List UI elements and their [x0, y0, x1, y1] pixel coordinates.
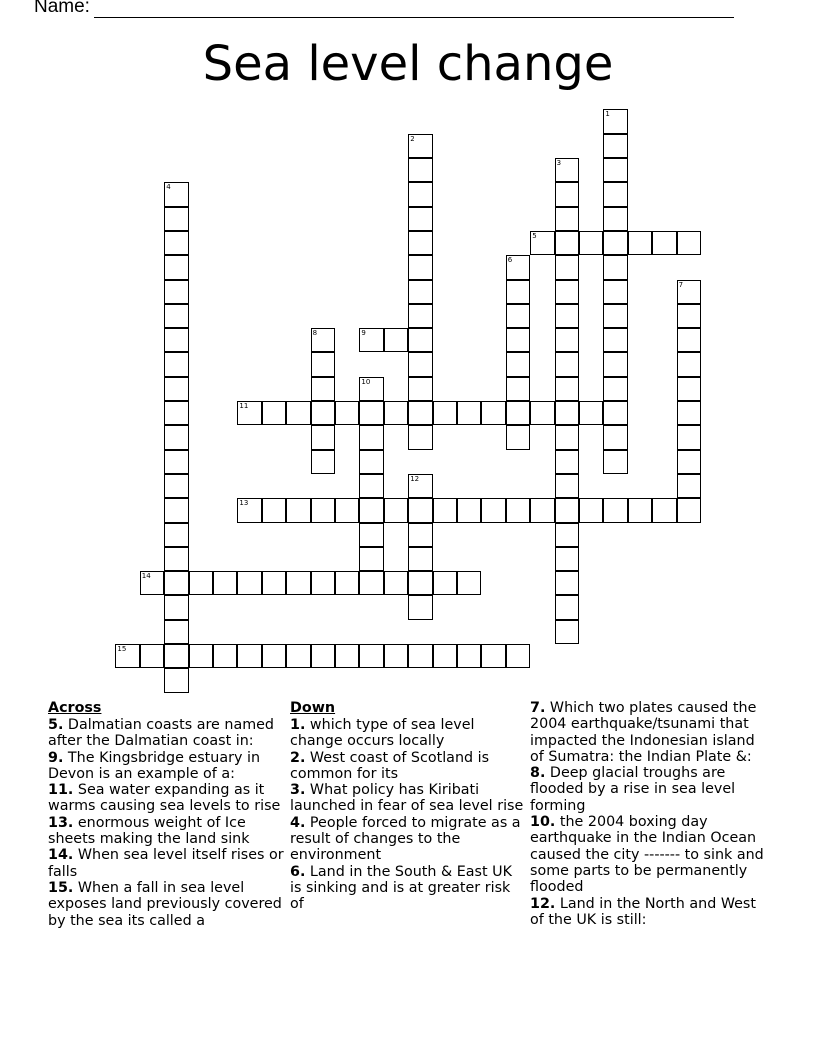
grid-cell[interactable] [555, 523, 579, 547]
grid-cell[interactable] [433, 401, 457, 425]
grid-cell[interactable] [677, 425, 701, 449]
clue-number: 8. [530, 765, 546, 782]
clue-item [290, 864, 526, 913]
down-clues-continued [530, 700, 770, 928]
clue-number: 12 [410, 474, 420, 483]
clue-number: 9. [48, 749, 64, 766]
clue-item [530, 700, 770, 765]
grid-cell[interactable] [164, 280, 188, 304]
grid-cell[interactable] [335, 644, 359, 668]
grid-cell[interactable] [164, 498, 188, 522]
clue-item [48, 717, 286, 750]
grid-cell[interactable] [603, 328, 627, 352]
clue-number: 13. [48, 814, 74, 831]
grid-cell[interactable] [213, 571, 237, 595]
down-clues [290, 700, 526, 913]
clue-number: 4. [290, 814, 306, 831]
clue-item [530, 765, 770, 814]
down-heading: Down [290, 700, 336, 716]
clue-number: 14. [48, 847, 74, 864]
grid-cell[interactable] [164, 182, 188, 206]
grid-cell[interactable] [652, 231, 676, 255]
grid-cell[interactable] [603, 109, 627, 133]
grid-cell[interactable] [677, 352, 701, 376]
grid-cell[interactable] [408, 207, 432, 231]
clue-number: 6 [507, 256, 513, 265]
grid-cell[interactable] [555, 182, 579, 206]
clue-number: 1 [605, 110, 610, 119]
grid-cell[interactable] [481, 498, 505, 522]
clue-number: 12. [530, 895, 556, 912]
grid-cell[interactable] [189, 644, 213, 668]
grid-cell[interactable] [555, 231, 579, 255]
grid-cell[interactable] [555, 328, 579, 352]
grid-cell[interactable] [408, 134, 432, 158]
grid-cell[interactable] [311, 377, 335, 401]
grid-cell[interactable] [359, 547, 383, 571]
grid-cell[interactable] [555, 547, 579, 571]
grid-cell[interactable] [555, 498, 579, 522]
grid-cell[interactable] [433, 571, 457, 595]
name-field[interactable] [34, 0, 734, 18]
grid-cell[interactable] [286, 644, 310, 668]
grid-cell[interactable] [603, 425, 627, 449]
grid-cell[interactable] [506, 304, 530, 328]
grid-cell[interactable] [506, 498, 530, 522]
grid-cell[interactable] [262, 644, 286, 668]
grid-cell[interactable] [164, 450, 188, 474]
grid-cell[interactable] [164, 595, 188, 619]
grid-cell[interactable] [164, 547, 188, 571]
grid-cell[interactable] [311, 352, 335, 376]
grid-cell[interactable] [384, 498, 408, 522]
grid-cell[interactable] [408, 280, 432, 304]
grid-cell[interactable] [164, 377, 188, 401]
clue-number: 14 [141, 572, 151, 581]
clue-item [290, 815, 526, 864]
grid-cell[interactable] [408, 377, 432, 401]
clue-number: 13 [239, 499, 249, 508]
clue-item [48, 750, 286, 783]
grid-cell[interactable] [481, 644, 505, 668]
grid-cell[interactable] [481, 401, 505, 425]
clue-item [290, 750, 526, 783]
clue-number: 6. [290, 863, 306, 880]
grid-cell[interactable] [359, 498, 383, 522]
clue-number: 4 [166, 183, 171, 192]
clue-item [48, 815, 286, 848]
grid-cell[interactable] [164, 620, 188, 644]
grid-cell[interactable] [408, 644, 432, 668]
grid-cell[interactable] [433, 498, 457, 522]
clue-number: 10. [530, 814, 556, 831]
grid-cell[interactable] [603, 450, 627, 474]
grid-cell[interactable] [457, 401, 481, 425]
grid-cell[interactable] [115, 644, 139, 668]
clue-item [530, 896, 770, 929]
grid-cell[interactable] [359, 425, 383, 449]
clue-item [290, 717, 526, 750]
grid-cell[interactable] [164, 644, 188, 668]
grid-cell[interactable] [530, 401, 554, 425]
across-heading: Across [48, 700, 102, 716]
grid-cell[interactable] [603, 280, 627, 304]
across-clues [48, 700, 286, 929]
grid-cell[interactable] [603, 207, 627, 231]
grid-cell[interactable] [164, 425, 188, 449]
clue-text: West coast of Scotland is common for its [290, 749, 490, 782]
grid-cell[interactable] [506, 352, 530, 376]
clue-text: Land in the North and West of the UK is still: [530, 895, 756, 928]
grid-cell[interactable] [408, 158, 432, 182]
clue-number: 10 [361, 377, 371, 386]
grid-cell[interactable] [603, 352, 627, 376]
clue-number: 3 [556, 159, 562, 167]
clue-item [48, 847, 286, 880]
clue-number: 2. [290, 749, 306, 766]
grid-cell[interactable] [164, 523, 188, 547]
clue-text: Land in the South & East UK is sinking and is at greater risk of [290, 863, 512, 913]
grid-cell[interactable] [603, 304, 627, 328]
grid-cell[interactable] [359, 377, 383, 401]
clue-number: 5 [532, 231, 537, 240]
grid-cell[interactable] [311, 644, 335, 668]
grid-cell[interactable] [311, 328, 335, 352]
grid-cell[interactable] [555, 595, 579, 619]
grid-cell[interactable] [603, 255, 627, 279]
clue-number: 9 [361, 329, 366, 338]
grid-cell[interactable] [555, 450, 579, 474]
clue-item [48, 782, 286, 815]
grid-cell[interactable] [579, 231, 603, 255]
grid-cell[interactable] [677, 401, 701, 425]
grid-cell[interactable] [555, 158, 579, 182]
grid-cell[interactable] [603, 498, 627, 522]
grid-cell[interactable] [140, 571, 164, 595]
grid-cell[interactable] [311, 450, 335, 474]
grid-cell[interactable] [359, 450, 383, 474]
grid-cell[interactable] [384, 328, 408, 352]
clue-number: 3. [290, 782, 306, 799]
grid-cell[interactable] [555, 571, 579, 595]
grid-cell[interactable] [408, 401, 432, 425]
grid-cell[interactable] [555, 401, 579, 425]
grid-cell[interactable] [359, 644, 383, 668]
grid-cell[interactable] [408, 547, 432, 571]
grid-cell[interactable] [359, 571, 383, 595]
page-title: Sea level change [202, 36, 614, 92]
grid-cell[interactable] [213, 644, 237, 668]
grid-cell[interactable] [164, 474, 188, 498]
grid-cell[interactable] [237, 401, 261, 425]
grid-cell[interactable] [603, 231, 627, 255]
grid-cell[interactable] [628, 231, 652, 255]
grid-cell[interactable] [555, 474, 579, 498]
clue-text: enormous weight of Ice sheets making the land sink [48, 814, 250, 848]
grid-cell[interactable] [555, 620, 579, 644]
grid-cell[interactable] [408, 182, 432, 206]
grid-cell[interactable] [164, 304, 188, 328]
grid-cell[interactable] [262, 571, 286, 595]
clue-text: When a fall in sea level exposes land previously covered by the sea its called a [48, 879, 282, 929]
grid-cell[interactable] [262, 498, 286, 522]
grid-cell[interactable] [506, 280, 530, 304]
grid-cell[interactable] [164, 571, 188, 595]
grid-cell[interactable] [408, 255, 432, 279]
grid-cell[interactable] [359, 328, 383, 352]
grid-cell[interactable] [237, 571, 261, 595]
grid-cell[interactable] [603, 182, 627, 206]
grid-cell[interactable] [335, 571, 359, 595]
grid-cell[interactable] [555, 352, 579, 376]
grid-cell[interactable] [506, 328, 530, 352]
clue-number: 5. [48, 717, 64, 733]
clue-item [48, 880, 286, 929]
grid-cell[interactable] [262, 401, 286, 425]
grid-cell[interactable] [677, 231, 701, 255]
clue-number: 7. [530, 700, 546, 716]
grid-cell[interactable] [408, 595, 432, 619]
grid-cell[interactable] [311, 498, 335, 522]
clue-text: the 2004 boxing day earthquake in the Indian Ocean caused the city ------- to sink and some parts to be permanently flooded [530, 814, 764, 896]
grid-cell[interactable] [603, 158, 627, 182]
grid-cell[interactable] [677, 498, 701, 522]
grid-cell[interactable] [408, 498, 432, 522]
clue-text: People forced to migrate as a result of changes to the environment [290, 814, 521, 864]
clue-number: 2 [410, 134, 415, 143]
grid-cell[interactable] [579, 498, 603, 522]
grid-cell[interactable] [677, 328, 701, 352]
clue-number: 8 [312, 329, 318, 338]
grid-cell[interactable] [237, 498, 261, 522]
grid-cell[interactable] [408, 474, 432, 498]
grid-cell[interactable] [555, 207, 579, 231]
grid-cell[interactable] [555, 377, 579, 401]
clue-text: Dalmatian coasts are named after the Dalmatian coast in: [48, 717, 275, 750]
grid-cell[interactable] [555, 255, 579, 279]
clue-number: 15. [48, 879, 74, 896]
grid-cell[interactable] [457, 644, 481, 668]
grid-cell[interactable] [384, 401, 408, 425]
grid-cell[interactable] [628, 498, 652, 522]
clue-text: Deep glacial troughs are flooded by a rise in sea level forming [530, 765, 736, 814]
grid-cell[interactable] [506, 401, 530, 425]
grid-cell[interactable] [652, 498, 676, 522]
name-label: Name: [34, 0, 90, 17]
grid-cell[interactable] [506, 644, 530, 668]
grid-cell[interactable] [164, 207, 188, 231]
grid-cell[interactable] [506, 255, 530, 279]
grid-cell[interactable] [408, 304, 432, 328]
clue-text: When sea level itself rises or falls [48, 847, 284, 880]
grid-cell[interactable] [164, 352, 188, 376]
clue-number: 1. [290, 717, 306, 733]
grid-cell[interactable] [286, 498, 310, 522]
grid-cell[interactable] [335, 498, 359, 522]
grid-cell[interactable] [677, 377, 701, 401]
clue-item [530, 814, 770, 895]
grid-cell[interactable] [408, 231, 432, 255]
grid-cell[interactable] [677, 304, 701, 328]
grid-cell[interactable] [506, 425, 530, 449]
grid-cell[interactable] [555, 280, 579, 304]
grid-cell[interactable] [579, 401, 603, 425]
grid-cell[interactable] [457, 498, 481, 522]
grid-cell[interactable] [311, 571, 335, 595]
grid-cell[interactable] [311, 425, 335, 449]
clue-text: The Kingsbridge estuary in Devon is an example of a: [48, 749, 261, 782]
grid-cell[interactable] [359, 523, 383, 547]
grid-cell[interactable] [384, 644, 408, 668]
grid-cell[interactable] [530, 231, 554, 255]
grid-cell[interactable] [311, 401, 335, 425]
grid-cell[interactable] [408, 352, 432, 376]
clue-text: What policy has Kiribati launched in fear of sea level rise [290, 782, 524, 815]
clue-text: Sea water expanding as it warms causing sea levels to rise [48, 782, 281, 815]
grid-cell[interactable] [408, 523, 432, 547]
grid-cell[interactable] [677, 280, 701, 304]
grid-cell[interactable] [164, 231, 188, 255]
grid-cell[interactable] [359, 474, 383, 498]
grid-cell[interactable] [603, 401, 627, 425]
grid-cell[interactable] [140, 644, 164, 668]
grid-cell[interactable] [286, 571, 310, 595]
grid-cell[interactable] [603, 134, 627, 158]
grid-cell[interactable] [677, 474, 701, 498]
grid-cell[interactable] [189, 571, 213, 595]
grid-cell[interactable] [335, 401, 359, 425]
grid-cell[interactable] [433, 644, 457, 668]
clue-text: which type of sea level change occurs locally [290, 717, 475, 750]
name-line[interactable] [94, 1, 734, 18]
clue-number: 7 [678, 280, 684, 289]
clue-number: 15 [117, 645, 127, 653]
grid-cell[interactable] [359, 401, 383, 425]
grid-cell[interactable] [164, 668, 188, 692]
grid-cell[interactable] [384, 571, 408, 595]
grid-cell[interactable] [677, 450, 701, 474]
grid-cell[interactable] [164, 255, 188, 279]
grid-cell[interactable] [408, 571, 432, 595]
clue-text: Which two plates caused the 2004 earthquake/tsunami that impacted the Indonesian island of Sumatra: the Indian Plate &: [530, 700, 757, 765]
clue-number: 11 [239, 402, 249, 410]
grid-cell[interactable] [555, 425, 579, 449]
clue-number: 11. [48, 782, 74, 799]
grid-cell[interactable] [506, 377, 530, 401]
clue-item [290, 782, 526, 815]
grid-cell[interactable] [408, 328, 432, 352]
grid-cell[interactable] [603, 377, 627, 401]
grid-cell[interactable] [237, 644, 261, 668]
grid-cell[interactable] [164, 401, 188, 425]
grid-cell[interactable] [164, 328, 188, 352]
grid-cell[interactable] [457, 571, 481, 595]
grid-cell[interactable] [286, 401, 310, 425]
grid-cell[interactable] [555, 304, 579, 328]
grid-cell[interactable] [530, 498, 554, 522]
grid-cell[interactable] [408, 425, 432, 449]
